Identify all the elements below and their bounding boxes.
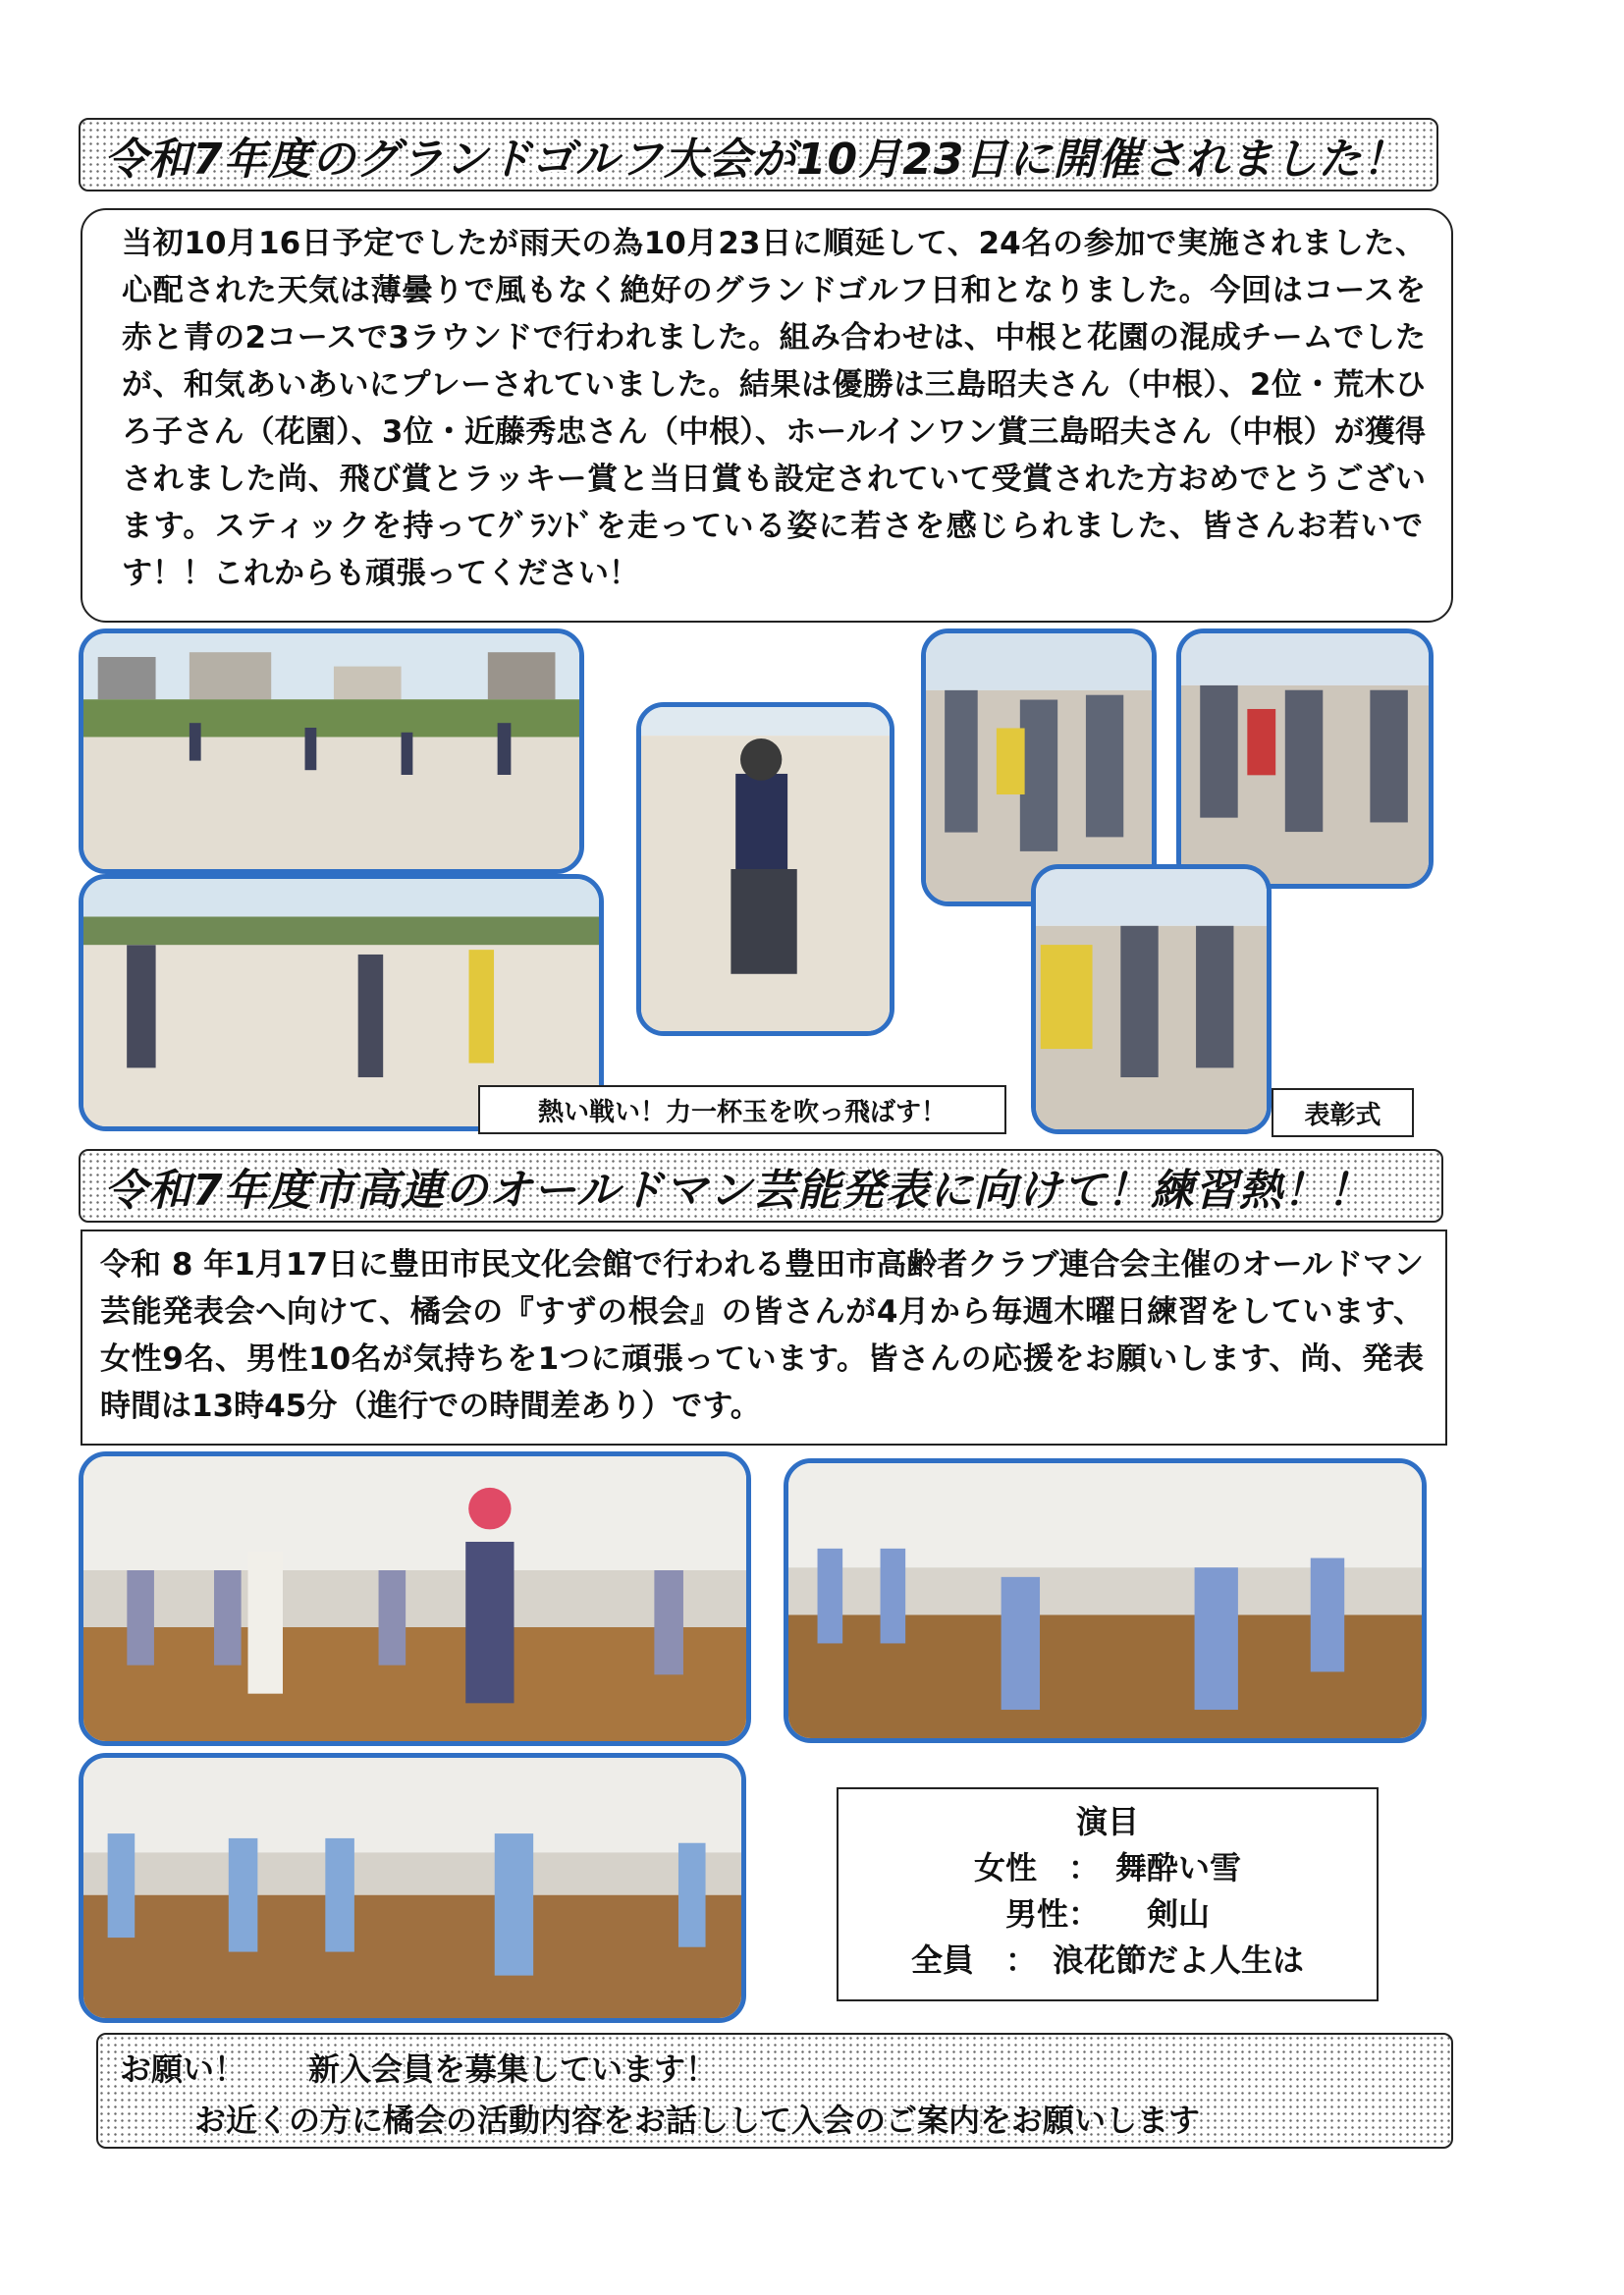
section1-banner (79, 118, 1438, 191)
photo-dance-1 (79, 1451, 751, 1746)
section1-body: 当初10月16日予定でしたが雨天の為10月23日に順延して、24名の参加で実施されました、心配された天気は薄曇りで風もなく絶好のグランドゴルフ日和となりました。今回はコースを赤と青の2コースで3ラウンドで行われました。組み合わせは、中根と花園の混成チームでしたが、和気あいあいにプレーされていました。結果は優勝は三島昭夫さん（中根）、2位・荒木ひろ子さん（花園）、3位・近藤秀忠さん（中根）、ホールインワン賞三島昭夫さん（中根）が獲得されました尚、飛び賞とラッキー賞と当日賞も設定されていて受賞された方おめでとうございます。スティックを持ってｸﾞﾗﾝﾄﾞを走っている姿に若さを感じられました、皆さんお若いです！！これからも頑張ってください！ (122, 226, 1426, 591)
footer-line1: お願い！ 新入会員を募集しています！ (120, 2050, 718, 2088)
caption-game: 熱い戦い！力一杯玉を吹っ飛ばす！ (478, 1085, 1006, 1134)
section2-body: 令和 8 年1月17日に豊田市民文化会館で行われる豊田市高齢者クラブ連合会主催のオールドマン芸能発表会へ向けて、橘会の『すずの根会』の皆さんが4月から毎週木曜日練習をしています、女性9名、男性10名が気持ちを1つに頑張っています。皆さんの応援をお願いします、尚、発表時間は13時45分（進行での時間差あり）です。 (100, 1247, 1424, 1424)
section2-textbox (81, 1229, 1447, 1446)
section1-textbox (81, 208, 1453, 623)
photo-golf-putting (636, 702, 894, 1036)
section1-title: 令和7年度のグランドゴルフ大会が10月23日に開催されました！ (104, 134, 1407, 185)
section2-title: 令和7年度市高連のオールドマン芸能発表に向けて！練習熱！！ (104, 1165, 1372, 1216)
photo-dance-2 (784, 1458, 1427, 1743)
program-women: 女性 ： 舞酔い雪 (973, 1849, 1241, 1886)
program-all: 全員 ： 浪花節だよ人生は (910, 1941, 1304, 1979)
section2-banner (79, 1149, 1443, 1223)
photo-ceremony-3 (1031, 864, 1272, 1134)
caption-award: 表彰式 (1272, 1088, 1414, 1137)
footer-banner (96, 2033, 1453, 2149)
program-heading: 演目 (1075, 1803, 1139, 1840)
footer-line2: お近くの方に橘会の活動内容をお話しして入会のご案内をお願いします (194, 2102, 1201, 2139)
program-box (837, 1787, 1379, 2001)
photo-golf-field (79, 628, 584, 874)
program-men: 男性： 剣山 (1004, 1895, 1210, 1933)
photo-ceremony-2 (1176, 628, 1434, 889)
photo-dance-3 (79, 1753, 746, 2023)
